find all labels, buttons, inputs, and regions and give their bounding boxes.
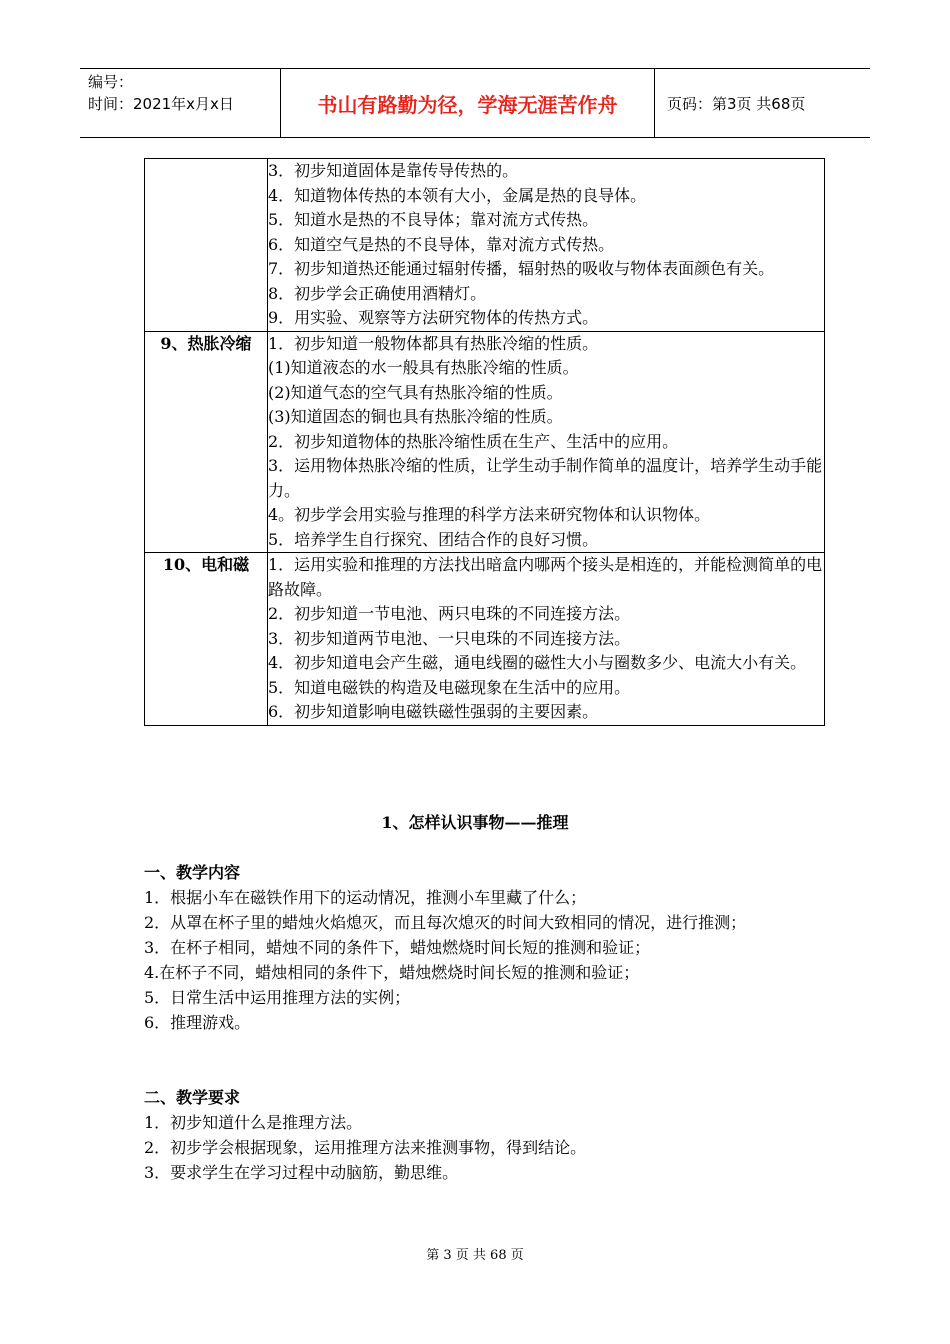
time-label: 时间：2021年x月x日	[88, 95, 234, 113]
content-item: 2．从罩在杯子里的蜡烛火焰熄灭，而且每次熄灭的时间大致相同的情况，进行推测；	[144, 913, 747, 932]
table-row	[145, 331, 825, 553]
teaching-requirements-heading: 二、教学要求	[144, 1088, 241, 1107]
objective-item: (3)知道固态的铜也具有热胀冷缩的性质。	[268, 407, 563, 426]
objective-item: 4。初步学会用实验与推理的科学方法来研究物体和认识物体。	[268, 505, 711, 524]
requirement-item: 1．初步知道什么是推理方法。	[144, 1113, 363, 1132]
page-footer: 第 3 页 共 68 页	[426, 1248, 524, 1263]
page-header	[80, 68, 870, 138]
objective-item: (1)知道液态的水一般具有热胀冷缩的性质。	[268, 358, 579, 377]
objectives-cell	[268, 159, 825, 332]
requirement-item: 3．要求学生在学习过程中动脑筋，勤思维。	[144, 1163, 459, 1182]
objective-item: 2．初步知道物体的热胀冷缩性质在生产、生活中的应用。	[268, 431, 679, 451]
header-page-info: 页码：第3页 共68页	[667, 94, 806, 113]
header-motto: 书山有路勤为径，学海无涯苦作舟	[281, 69, 655, 137]
objective-item: 4．初步知道电会产生磁，通电线圈的磁性大小与圈数多少、电流大小有关。	[268, 653, 807, 672]
objective-item: 2．初步知道一节电池、两只电珠的不同连接方法。	[268, 604, 631, 623]
requirement-item: 2．初步学会根据现象，运用推理方法来推测事物，得到结论。	[144, 1138, 587, 1157]
teaching-content-heading: 一、教学内容	[144, 863, 241, 882]
topic-cell: 9、热胀冷缩	[145, 331, 268, 553]
objective-item: 6．初步知道影响电磁铁磁性强弱的主要因素。	[268, 702, 599, 721]
objective-item: 3．初步知道固体是靠传导传热的。	[268, 161, 519, 180]
table-row	[145, 553, 825, 726]
topic-cell	[145, 159, 268, 332]
objective-item: 5．知道电磁铁的构造及电磁现象在生活中的应用。	[268, 677, 631, 697]
content-item: 6．推理游戏。	[144, 1013, 251, 1032]
objective-item: 1．初步知道一般物体都具有热胀冷缩的性质。	[268, 333, 599, 353]
objective-item: 3．运用物体热胀冷缩的性质，让学生动手制作简单的温度计，培养学生动手能力。	[268, 456, 823, 500]
content-item: 3．在杯子相同，蜡烛不同的条件下，蜡烛燃烧时间长短的推测和验证；	[144, 938, 651, 957]
content-item: 5．日常生活中运用推理方法的实例；	[144, 988, 411, 1007]
table-row	[145, 159, 825, 332]
lesson-title: 1、怎样认识事物——推理	[381, 813, 569, 832]
header-meta	[80, 69, 281, 137]
objective-item: 5．知道水是热的不良导体；靠对流方式传热。	[268, 210, 599, 229]
teaching-content-list	[144, 885, 830, 1035]
objectives-cell	[268, 553, 825, 726]
objectives-table	[144, 158, 825, 726]
objective-item: 4．知道物体传热的本领有大小，金属是热的良导体。	[268, 185, 647, 205]
content-item: 4.在杯子不同，蜡烛相同的条件下，蜡烛燃烧时间长短的推测和验证；	[144, 963, 640, 982]
objective-item: (2)知道气态的空气具有热胀冷缩的性质。	[268, 382, 563, 402]
objective-item: 9．用实验、观察等方法研究物体的传热方式。	[268, 308, 599, 327]
objective-item: 1．运用实验和推理的方法找出暗盒内哪两个接头是相连的，并能检测简单的电路故障。	[268, 555, 823, 599]
topic-cell: 10、电和磁	[145, 553, 268, 726]
objective-item: 7．初步知道热还能通过辐射传播，辐射热的吸收与物体表面颜色有关。	[268, 259, 775, 278]
number-label: 编号：	[88, 73, 134, 91]
objective-item: 5．培养学生自行探究、团结合作的良好习惯。	[268, 529, 599, 549]
content-item: 1．根据小车在磁铁作用下的运动情况，推测小车里藏了什么；	[144, 888, 587, 907]
objective-item: 8．初步学会正确使用酒精灯。	[268, 283, 487, 303]
objectives-cell	[268, 331, 825, 553]
objective-item: 3．初步知道两节电池、一只电珠的不同连接方法。	[268, 628, 631, 648]
teaching-content-section	[144, 860, 830, 1035]
teaching-requirements-list	[144, 1110, 830, 1185]
teaching-requirements-section	[144, 1085, 830, 1185]
objective-item: 6．知道空气是热的不良导体，靠对流方式传热。	[268, 234, 615, 254]
